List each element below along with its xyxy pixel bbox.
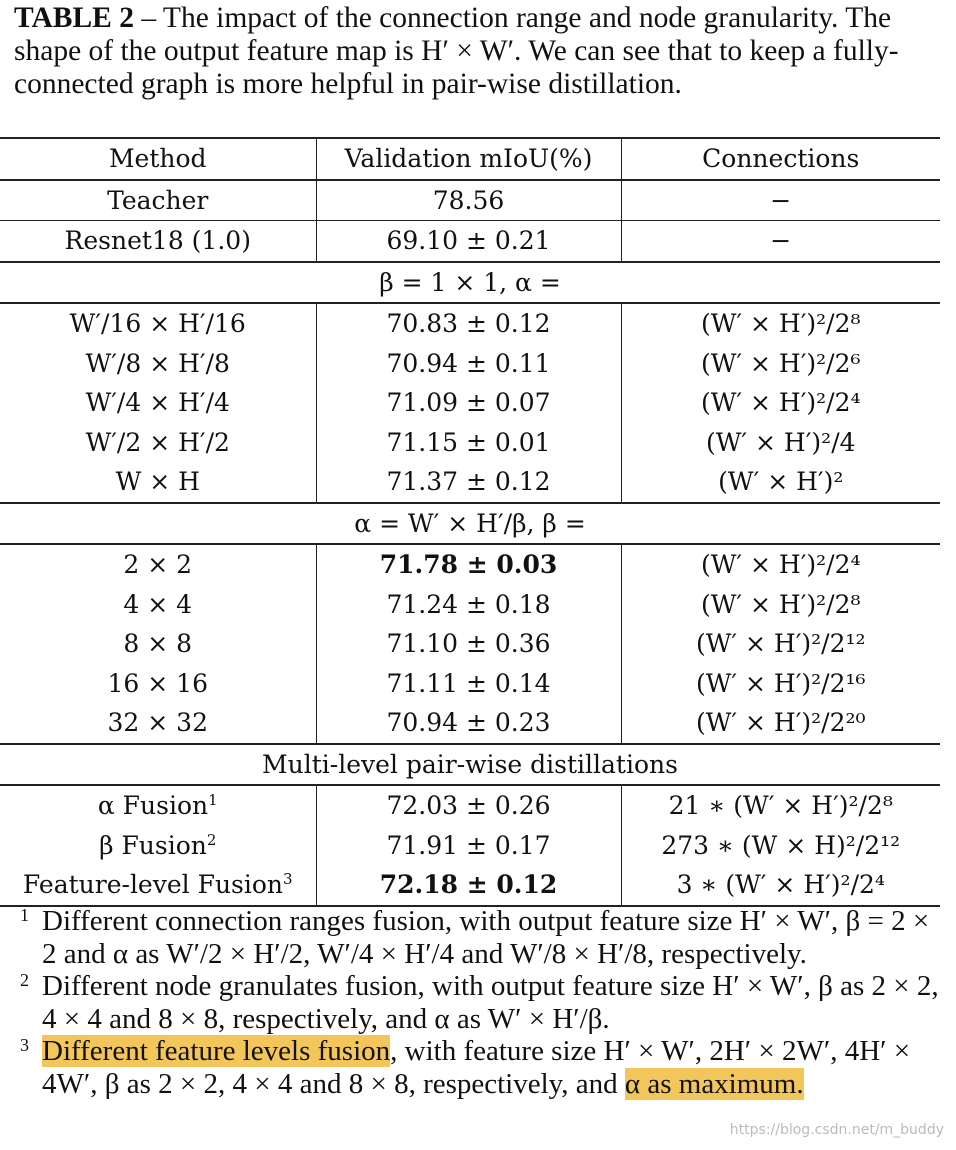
cell-connections: 273 ∗ (W × H)²/2¹² xyxy=(661,830,901,860)
table-row xyxy=(0,423,940,463)
cell-method: 32 × 32 xyxy=(107,708,208,737)
footnote-number: 2 xyxy=(20,970,29,990)
highlighted-text: α as maximum. xyxy=(624,1067,804,1100)
section-row xyxy=(0,262,940,304)
cell-method: W′/2 × H′/2 xyxy=(85,427,230,457)
header-method: Method xyxy=(0,138,316,180)
cell-method: Teacher xyxy=(107,185,209,215)
cell-connections: (W′ × H′)²/2¹⁶ xyxy=(695,668,866,698)
footnote xyxy=(20,970,945,1035)
cell-method xyxy=(0,785,316,826)
header-miou: Validation mIoU(%) xyxy=(316,138,621,180)
cell-method: 8 × 8 xyxy=(123,629,193,658)
results-table xyxy=(0,137,940,907)
cell-connections: 21 ∗ (W′ × H′)²/2⁸ xyxy=(668,791,893,820)
cell-method: W′/4 × H′/4 xyxy=(85,388,230,417)
cell-miou: 71.24 ± 0.18 xyxy=(316,585,621,625)
cell-miou: 71.37 ± 0.12 xyxy=(316,462,621,503)
footnote-ref: 2 xyxy=(206,830,217,849)
method-name: α Fusion xyxy=(97,791,209,820)
cell-miou: 69.10 ± 0.21 xyxy=(316,221,621,262)
header-connections: Connections xyxy=(621,138,940,180)
table-row xyxy=(0,344,940,384)
cell-method: W′/16 × H′/16 xyxy=(69,309,246,338)
caption-text: – The impact of the connection range and node granularity. The shape of the output feature map is H′ × W′. We can see that to keep a fully-connected graph is more helpful in pair-wise distillation. xyxy=(14,2,899,100)
cell-miou: 71.09 ± 0.07 xyxy=(316,383,621,423)
cell-miou: 70.94 ± 0.23 xyxy=(316,703,621,744)
table-row xyxy=(0,664,940,704)
section-beta-label: α = W′ × H′/β, β = xyxy=(0,503,940,545)
section-row xyxy=(0,744,940,786)
cell-connections: (W′ × H′)²/2⁴ xyxy=(700,550,861,579)
table-row xyxy=(0,544,940,585)
cell-miou: 71.10 ± 0.36 xyxy=(316,624,621,664)
table-row xyxy=(0,180,940,221)
footnote-ref: 1 xyxy=(208,791,218,809)
cell-connections: (W′ × H′)²/2⁶ xyxy=(700,348,861,378)
footnote-number: 1 xyxy=(20,905,29,925)
cell-method xyxy=(0,865,316,906)
cell-method xyxy=(0,826,316,866)
cell-connections: (W′ × H′)²/2⁸ xyxy=(700,589,861,619)
footnote-text: , with feature size H′ × W′, 2H′ × 2W′, 4H′ × 4W′, β as 2 × 2, 4 × 4 and 8 × 8, respectively, and xyxy=(42,1035,911,1100)
cell-miou: 78.56 xyxy=(316,180,621,221)
cell-method: 4 × 4 xyxy=(123,589,193,619)
cell-method: 2 × 2 xyxy=(123,550,193,579)
section-row xyxy=(0,503,940,545)
cell-connections: (W′ × H′)²/2⁴ xyxy=(700,388,861,417)
section-multilevel-label: Multi-level pair-wise distillations xyxy=(0,744,940,786)
cell-connections: 3 ∗ (W′ × H′)²/2⁴ xyxy=(621,865,940,906)
table-caption xyxy=(14,2,944,101)
cell-miou: 70.83 ± 0.12 xyxy=(316,303,621,344)
table-row xyxy=(0,624,940,664)
cell-miou: 70.94 ± 0.11 xyxy=(316,344,621,384)
section-alpha-label: β = 1 × 1, α = xyxy=(0,262,940,304)
table-row xyxy=(0,826,940,866)
cell-miou: 72.03 ± 0.26 xyxy=(316,785,621,826)
highlighted-text: Different feature levels fusion xyxy=(42,1035,391,1067)
cell-connections: (W′ × H′)²/4 xyxy=(705,427,856,457)
footnote-ref: 3 xyxy=(283,870,293,888)
footnote xyxy=(20,905,945,970)
cell-connections: − xyxy=(770,185,792,215)
cell-method: Resnet18 (1.0) xyxy=(0,221,316,262)
table-row xyxy=(0,221,940,262)
table-header-row xyxy=(0,138,940,180)
table-row xyxy=(0,462,940,503)
cell-connections: − xyxy=(621,221,940,262)
table-row xyxy=(0,383,940,423)
cell-connections: (W′ × H′)²/2¹² xyxy=(695,629,866,658)
table-footnotes xyxy=(20,905,945,1100)
watermark-text: https://blog.csdn.net/m_buddy xyxy=(729,1122,944,1138)
cell-miou-best: 71.78 ± 0.03 xyxy=(316,544,621,585)
table-row xyxy=(0,785,940,826)
cell-connections: (W′ × H′)² xyxy=(718,467,844,496)
cell-connections: (W′ × H′)²/2²⁰ xyxy=(695,708,866,737)
footnote-number: 3 xyxy=(20,1035,29,1055)
table-row xyxy=(0,303,940,344)
cell-miou-best: 72.18 ± 0.12 xyxy=(316,865,621,906)
footnote-text: Different connection ranges fusion, with output feature size H′ × W′, β = 2 × 2 and α as W′/2 × H′/2, W′/4 × H′/4 and W′/8 × H′/8, respectively. xyxy=(42,905,930,970)
cell-method: W × H xyxy=(115,467,200,496)
cell-method: W′/8 × H′/8 xyxy=(85,348,230,378)
cell-connections: (W′ × H′)²/2⁸ xyxy=(700,309,861,338)
cell-miou: 71.15 ± 0.01 xyxy=(316,423,621,463)
method-name: β Fusion xyxy=(99,830,207,860)
cell-miou: 71.11 ± 0.14 xyxy=(316,664,621,704)
caption-label: TABLE 2 xyxy=(14,2,134,34)
table-row xyxy=(0,865,940,906)
footnote xyxy=(20,1035,945,1100)
table-row xyxy=(0,703,940,744)
footnote-text: Different node granulates fusion, with output feature size H′ × W′, β as 2 × 2, 4 × 4 and 8 × 8, respectively, and α as W′ × H′/β. xyxy=(42,970,939,1035)
cell-miou: 71.91 ± 0.17 xyxy=(316,826,621,866)
table-row xyxy=(0,585,940,625)
method-name: Feature-level Fusion xyxy=(22,870,284,899)
cell-method: 16 × 16 xyxy=(107,668,208,698)
